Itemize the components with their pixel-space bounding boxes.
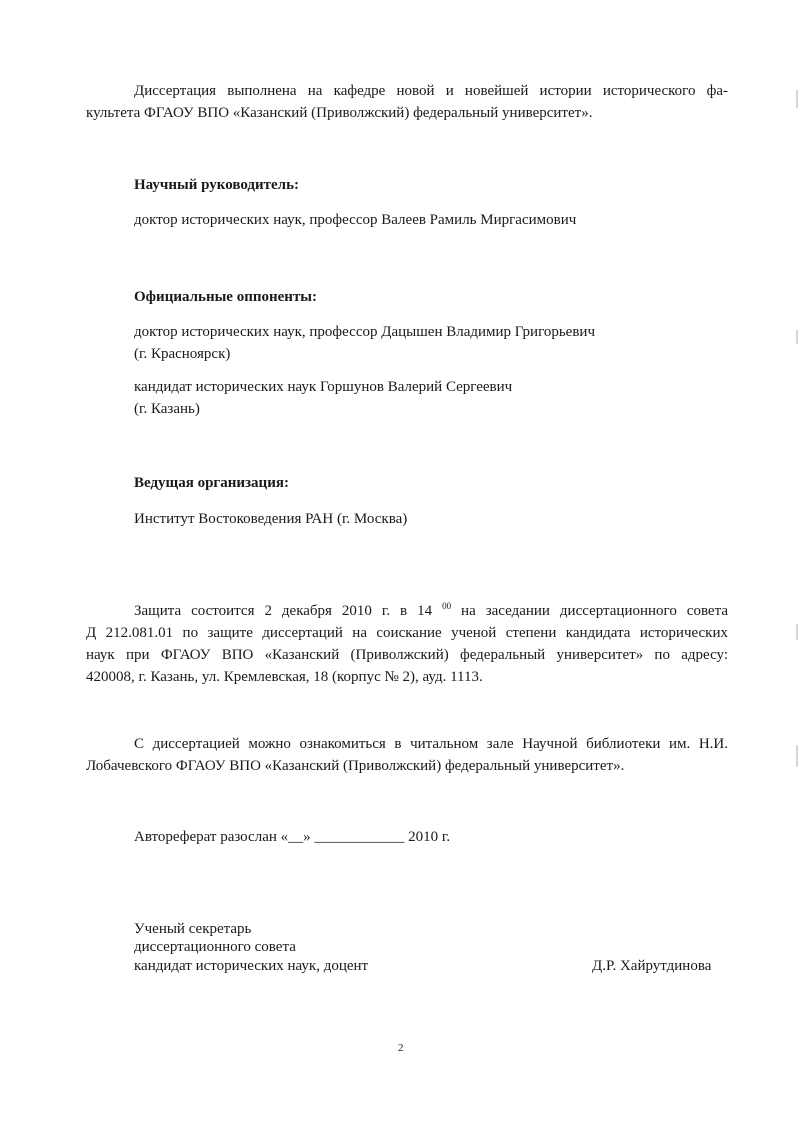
scan-edge-mark: [796, 624, 798, 640]
distribution-date: Автореферат разослан «__» ____________ 2010 г.: [134, 829, 451, 845]
opponent-1-name: доктор исторических наук, профессор Дацышен Владимир Григорьевич: [134, 324, 595, 340]
opponent-1-city: (г. Красноярск): [134, 346, 231, 362]
secretary-name: Д.Р. Хайрутдинова: [592, 958, 712, 974]
scan-edge-mark: [796, 330, 798, 344]
opponents-heading: Официальные оппоненты:: [134, 289, 318, 305]
defense-line-4: 420008, г. Казань, ул. Кремлевская, 18 (корпус № 2), ауд. 1113.: [86, 669, 483, 685]
library-line-2: Лобачевского ФГАОУ ВПО «Казанский (Приволжский) федеральный университет».: [86, 758, 625, 774]
secretary-title: Ученый секретарь: [134, 921, 252, 937]
scan-edge-mark: [796, 745, 798, 767]
leading-org-heading: Ведущая организация:: [134, 475, 289, 491]
defense-time-minutes: 00: [442, 601, 452, 611]
defense-line-2: Д 212.081.01 по защите диссертаций на соискание ученой степени кандидата исторических: [86, 625, 728, 641]
scan-edge-mark: [796, 90, 798, 108]
leading-org-name: Институт Востоковедения РАН (г. Москва): [134, 511, 408, 527]
intro-line-2: культета ФГАОУ ВПО «Казанский (Приволжский) федеральный университет».: [86, 105, 593, 121]
page-number: 2: [398, 1042, 404, 1054]
secretary-council: диссертационного совета: [134, 939, 296, 955]
opponent-2-name: кандидат исторических наук Горшунов Валерий Сергеевич: [134, 379, 513, 395]
secretary-degree: кандидат исторических наук, доцент: [134, 958, 369, 974]
library-line-1: С диссертацией можно ознакомиться в читальном зале Научной библиотеки им. Н.И.: [134, 736, 728, 752]
defense-line-3: наук при ФГАОУ ВПО «Казанский (Приволжский) федеральный университет» по адресу:: [86, 647, 728, 663]
supervisor-heading: Научный руководитель:: [134, 177, 299, 193]
intro-line-1: Диссертация выполнена на кафедре новой и новейшей истории исторического фа-: [134, 83, 728, 99]
opponent-2-city: (г. Казань): [134, 401, 200, 417]
supervisor-name: доктор исторических наук, профессор Валеев Рамиль Миргасимович: [134, 212, 577, 228]
defense-line-1: Защита состоится 2 декабря 2010 г. в 14 $^{00}$ на заседании диссертационного совета: [134, 601, 728, 619]
